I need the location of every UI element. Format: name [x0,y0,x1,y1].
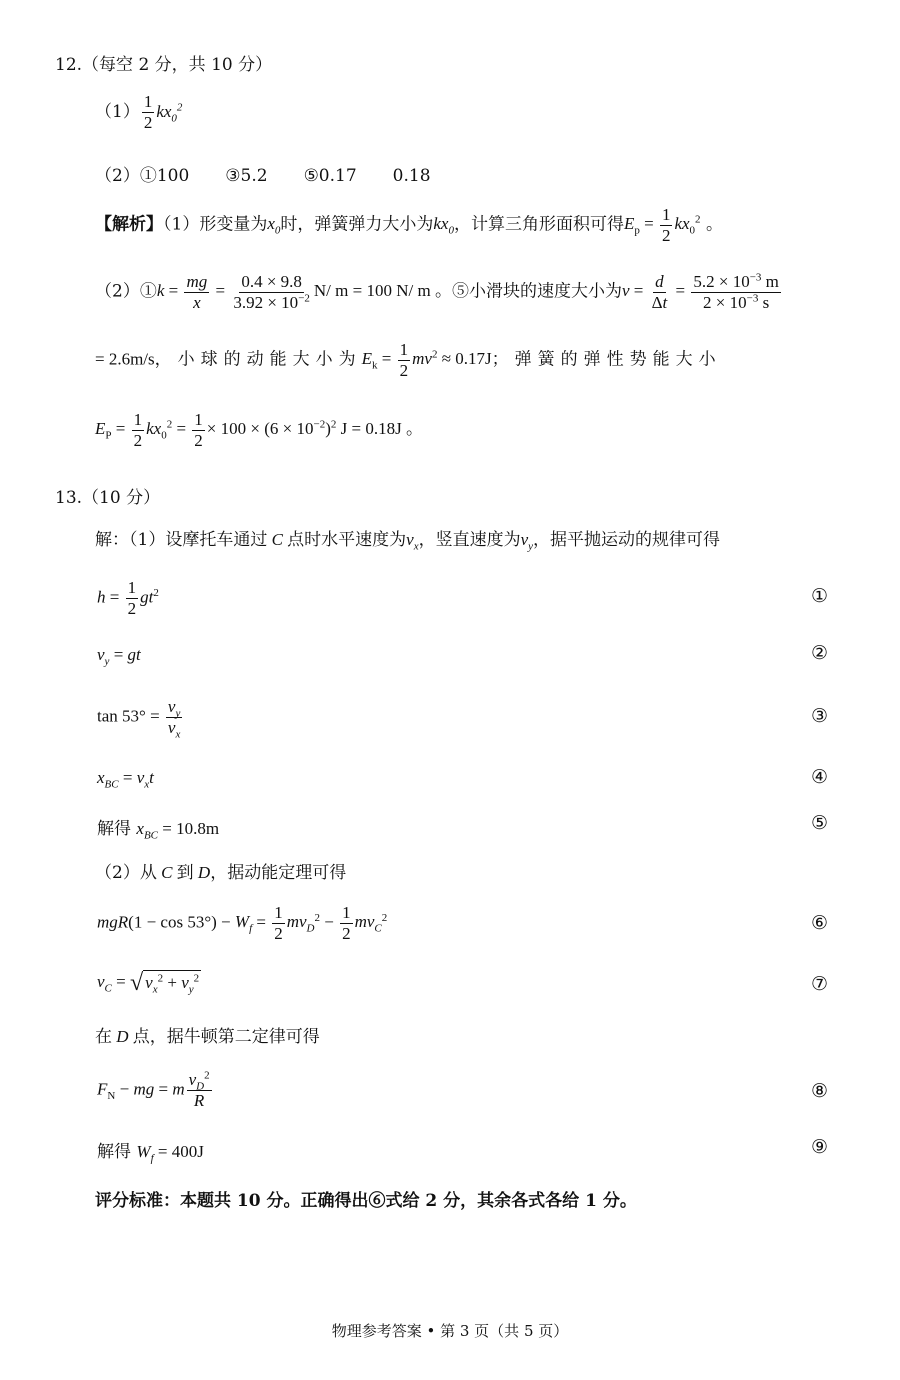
q12-header: 12.（每空 2 分，共 10 分） [55,55,273,75]
page-footer: 物理参考答案 • 第 3 页（共 5 页） [331,1322,569,1340]
eq-tag-7: ⑦ [810,973,828,995]
point-d-text-a: 在 [95,1027,112,1047]
part2-text-b: 到 [176,863,194,883]
part2-text-c: ，据动能定理可得 [210,863,347,883]
eq-tag-8: ⑧ [810,1080,828,1102]
formula-ep: $E_p$ = $\frac{1}{2}$ $kx_0^2$ [623,205,701,245]
solve-label-2: 解得 [97,1142,131,1162]
point-c: C [267,530,288,549]
formula-ep-value: $E_P$ = $\frac{1}{2}$ $kx_0^2$ = $\frac{1}{2}$ × $100 \times (6 \times 10^{-2})^2$ J = 0.18J 。 [95,410,423,450]
eq-tag-9: ⑨ [810,1136,828,1158]
symbol-vy: $v_y$ [520,530,534,553]
formula-ek: $E_k$ = $\frac{1}{2}$ $mv^2 \approx 0.17J$ [361,340,492,380]
analysis-text-3a: ，小球的动能大小为 [154,349,362,370]
intro-text-a: 解：（1）设摩托车通过 [95,530,268,550]
eq-5: 解得 $x_{BC} = 10.8m$ [97,819,220,842]
q13-point-d [95,1022,320,1047]
eq-tag-4: ④ [810,766,828,788]
q12-analysis-line4 [95,410,423,451]
symbol-vx: $v_x$ [406,530,419,553]
q13-part2 [95,858,346,883]
eq-tag-2: ② [810,642,828,664]
analysis-text-1c: ，计算三角形面积可得 [453,214,624,235]
q13-intro [95,525,721,553]
eq-7: $v_C$ = √ $v_x^2 + v_y^2$ [97,970,200,996]
answer-3: ③5.2 [225,166,268,186]
eq-8: $F_N$ − mg = m $\frac{v_D^2}{R}$ [97,1069,210,1110]
intro-text-c: ，竖直速度为 [418,530,521,550]
analysis-label: 【解析】 [95,214,163,235]
part2-text-a: （2）从 [95,863,157,883]
eq-tag-5: ⑤ [810,812,828,834]
analysis-text-2b: ⑤小滑块的速度大小为 [451,281,622,302]
answer-1: ①100 [139,166,190,186]
analysis-text-2a: （2）① [95,281,157,302]
q12-analysis-line3 [95,340,722,381]
eq-2: $v_y$ = gt [97,645,141,668]
eq-6: $mgR(1 - \cos 53^\circ) - W_f$ = $\frac{1}{2}$ $mv_D^2$ − $\frac{1}{2}$ $mv_C^2$ [97,903,388,943]
fraction-half: $\frac{1}{2}$ [143,92,153,132]
eq-tag-1: ① [810,585,828,607]
scoring-criteria: 评分标准：本题共 10 分。正确得出⑥式给 2 分，其余各式各给 1 分。 [95,1191,637,1211]
answer-5: ⑤0.17 [303,166,357,186]
formula-x0: $x_0$ [267,214,281,237]
formula-kx0: $kx_0$ [433,214,454,237]
eq-1: h = $\frac{1}{2}$ $gt^2$ [97,578,159,618]
q12-part2-label: （2） [95,166,140,186]
formula-v-result: = 2.6m/s [95,349,155,369]
analysis-text-1a: （1）形变量为 [163,214,268,235]
q13-header: 13.（10 分） [55,488,161,508]
formula-k-value: k = $\frac{mg}{x}$ = $\frac{0.4 \times 9.8}{3.92 \times 10^{-2}}$ N/ m = 100 N/ m 。 [156,272,452,312]
q12-part1 [95,92,182,133]
eq-3: tan 53° = $\frac{v_y}{v_x}$ [97,697,181,741]
formula-velocity: v = $\frac{d}{\Delta t}$ = $\frac{5.2 \times 10^{-3} m}{2 \times 10^{-3} s}$ [621,271,779,312]
formula-kx0-squared: $kx_0^2$ [156,101,183,125]
point-d-2: D [112,1027,133,1046]
answer-5b: 0.18 [392,166,431,186]
eq-4: $x_{BC} = v_xt$ [97,768,154,791]
analysis-text-3b: ；弹簧的弹性势能大小 [491,349,722,370]
point-d-text-b: 点，据牛顿第二定律可得 [132,1027,320,1047]
q12-part2 [95,161,431,186]
q12-part1-label: （1） [95,102,140,122]
intro-text-b: 点时水平速度为 [287,530,407,550]
solve-label-1: 解得 [97,819,131,839]
q12-analysis-line1: 【解析】（1）形变量为$x_0$时，弹簧弹力大小为$kx_0$，计算三角形面积可得$E_p$ = $\frac{1}{2}$ $kx_0^2$ 。 [95,205,723,245]
analysis-text-1b: 时，弹簧弹力大小为 [280,214,434,235]
point-c-2: C [156,863,177,882]
q12-analysis-line2 [95,272,783,313]
eq-9: 解得 $W_f = 400J$ [97,1142,204,1165]
intro-text-d: ，据平抛运动的规律可得 [533,530,721,550]
eq-tag-3: ③ [810,705,828,727]
point-d: D [193,863,211,882]
eq-tag-6: ⑥ [810,912,828,934]
